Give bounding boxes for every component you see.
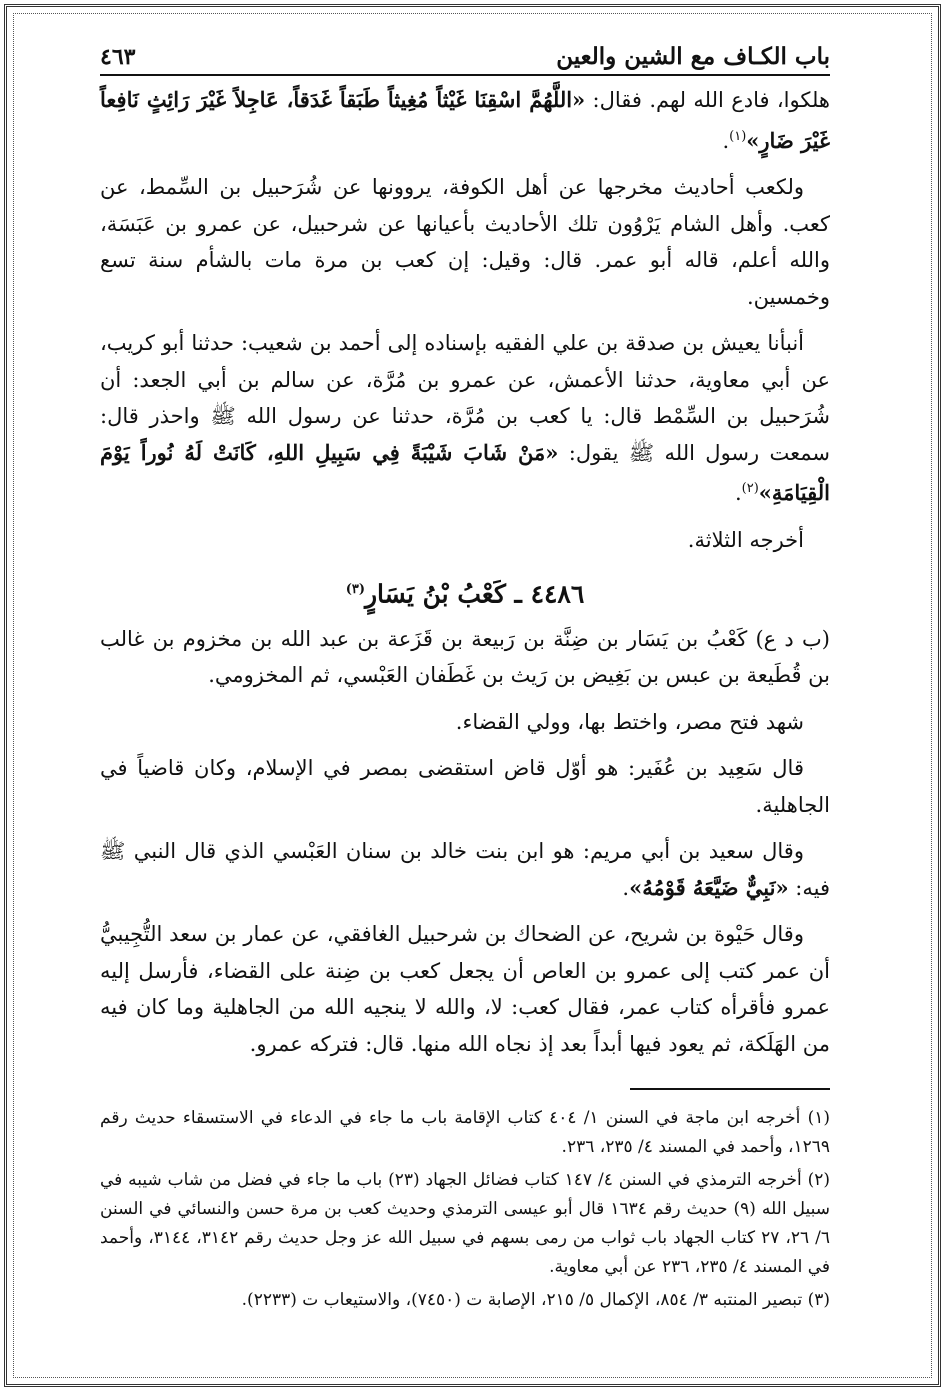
running-header — [100, 34, 830, 76]
paragraph: وقال حَيْوة بن شريح، عن الضحاك بن شرحبيل الغافقي، عن عمار بن سعد التُّجِيبيُّ أن عمر كتب إلى عمرو بن العاص أن يجعل كعب بن ضِنة على القضاء، فأرسل إليه عمرو فأقرأه كتاب عمر، فقال كعب: لا، والله لا ينجيه الله من الجاهلية وما كان فيه من الهَلَكة، ثم يعود فيها أبداً بعد إذ نجاه الله منها. قال: فتركه عمرو. — [100, 922, 831, 1056]
hadith-quote: «اللَّهُمَّ اسْقِنَا غَيْثاً مُغِيثاً طَبَقاً غَدَقاً، عَاجِلاً غَيْرَ رَائِثٍ نَافِعاً غَيْرَ ضَارٍ» — [100, 87, 830, 153]
paragraph: (ب د ع) كَعْبُ بن يَسَار بن ضِنَّة بن رَبيعة بن قَزَعة بن عبد الله بن مخزوم بن غالب بن قُطَيعة بن عبس بن بَغِيض بن رَيث بن غَطَفان العَبْسي، ثم المخزومي. — [100, 626, 830, 688]
paragraph: أخرجه الثلاثة. — [687, 527, 804, 552]
footnote-ref[interactable]: (٣) — [345, 582, 365, 597]
hadith-quote: «مَنْ شَابَ شَيْبَةً فِي سَبِيلِ اللهِ، كَانَتْ لَهُ نُوراً يَوْمَ الْقِيَامَةِ» — [100, 439, 830, 505]
footnote-ref[interactable]: (٢) — [741, 481, 759, 496]
chapter-title: باب الكـاف مع الشين والعين — [556, 43, 830, 70]
footnote-ref[interactable]: (١) — [729, 128, 747, 144]
entry-heading: ٤٤٨٦ ـ كَعْبُ بْنُ يَسَارٍ$^{(٣)}$ — [345, 579, 585, 609]
footnote: (٣) تبصير المنتبه ٣/ ٨٥٤، الإكمال ٥/ ٢١٥، الإصابة ت (٧٤٥٠)، والاستيعاب ت (٢٢٣٣). — [241, 1290, 830, 1311]
paragraph: شهد فتح مصر، واختط بها، وولي القضاء. — [455, 709, 804, 734]
footnote: (٢) أخرجه الترمذي في السنن ٤/ ١٤٧ كتاب فضائل الجهاد (٢٣) باب ما جاء في فضل من شاب شيبه في سبيل الله (٩) حديث رقم ١٦٣٤ قال أبو عيسى الترمذي وحديث كعب بن مرة حسن والنسائي في السنن ٦/ ٢٦، ٢٧ كتاب الجهاد باب ثواب من رمى بسهم في سبيل الله عز وجل حديث رقم ٣١٤٢، ٣١٤٤، وأحمد في المسند ٤/ ٢٣٥، ٢٣٦ عن أبي معاوية. — [100, 1170, 831, 1278]
footnote: (١) أخرجه ابن ماجة في السنن ١/ ٤٠٤ كتاب الإقامة باب ما جاء في الدعاء في الاستسقاء حديث رقم ١٢٦٩، وأحمد في المسند ٤/ ٢٣٥، ٢٣٦. — [100, 1108, 830, 1158]
page-content — [100, 34, 830, 1331]
page-number: ٤٦٣ — [100, 44, 136, 70]
footnotes — [100, 1104, 830, 1315]
paragraph: وقال سعيد بن أبي مريم: هو ابن بنت خالد بن سنان العَبْسي الذي قال النبي ﷺ فيه: «نَبِيٌّ ضَيَّعَهُ قَوْمُهُ». — [100, 839, 830, 900]
paragraph: أنبأنا يعيش بن صدقة بن علي الفقيه بإسناده إلى أحمد بن شعيب: حدثنا أبو كريب، عن أبي معاوية، حدثنا الأعمش، عن عمرو بن مُرَّة، عن سالم بن أبي الجعد: أن شُرَحبيل بن السِّمْط قال: يا كعب بن مُرَّة، حدثنا عن رسول الله ﷺ واحذر قال: سمعت رسول الله ﷺ يقول: «مَنْ شَابَ شَيْبَةً فِي سَبِيلِ اللهِ، كَانَتْ لَهُ نُوراً يَوْمَ الْقِيَامَةِ»$^{(٢)}$. — [100, 331, 831, 505]
paragraph: قال سَعِيد بن عُفَير: هو أوّل قاض استقضى بمصر في الإسلام، وكان قاضياً في الجاهلية. — [100, 756, 830, 817]
hadith-quote: «نَبِيٌّ ضَيَّعَهُ قَوْمُهُ» — [629, 874, 789, 900]
footnote-separator — [630, 1088, 830, 1090]
body-text — [100, 82, 830, 1062]
paragraph: ولكعب أحاديث مخرجها عن أهل الكوفة، يروونها عن شُرَحبيل بن السِّمط، عن كعب. وأهل الشام يَرْوُون تلك الأحاديث بأعيانها عن شرحبيل، عن عمرو بن عَبَسَة، والله أعلم، قاله أبو عمر. قال: وقيل: إن كعب بن مرة مات بالشأم سنة تسع وخمسين. — [100, 175, 830, 309]
paragraph: هلكوا، فادع الله لهم. فقال: «اللَّهُمَّ اسْقِنَا غَيْثاً مُغِيثاً طَبَقاً غَدَقاً، عَاجِلاً غَيْرَ رَائِثٍ نَافِعاً غَيْرَ ضَارٍ»$^{(١)}$. — [100, 87, 830, 153]
